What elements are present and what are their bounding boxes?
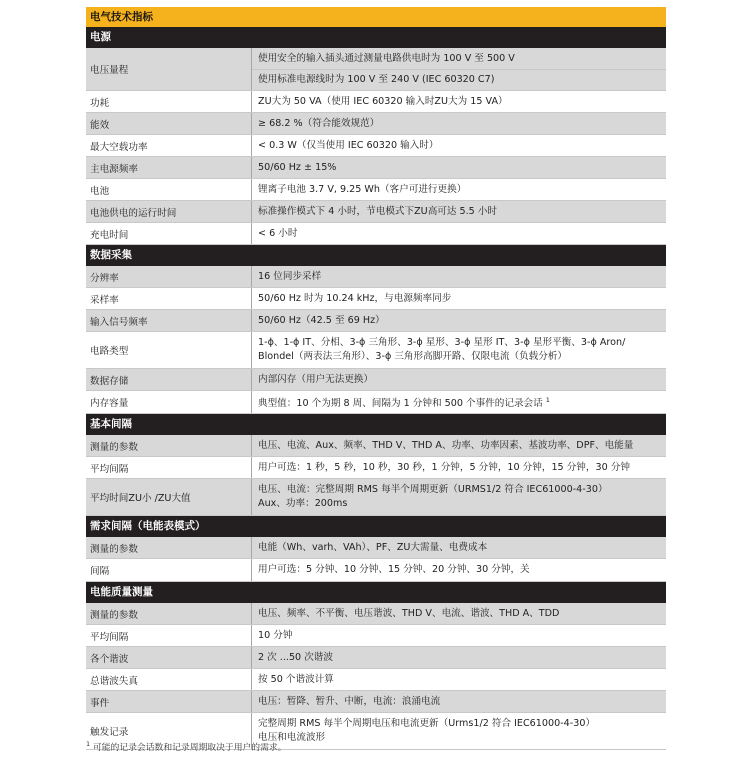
section-header-power: 电源	[86, 27, 666, 48]
row-value-line: 10 分钟	[258, 629, 293, 641]
table-row	[86, 179, 666, 201]
footnote	[86, 740, 286, 753]
row-value	[252, 332, 666, 368]
row-value	[252, 48, 666, 90]
table-row	[86, 625, 666, 647]
row-value	[252, 135, 666, 156]
row-value-line: < 0.3 W（仅当使用 IEC 60320 输入时）	[258, 139, 439, 151]
row-value-line: 50/60 Hz（42.5 至 69 Hz）	[258, 314, 385, 326]
footnote-text: 可能的记录会话数和记录周期取决于用户的需求。	[92, 743, 287, 753]
spec-title: 电气技术指标	[86, 7, 666, 27]
table-row	[86, 559, 666, 582]
table-row	[86, 669, 666, 691]
row-value-line: 电压、电流、Aux、频率、THD V、THD A、功率、功率因素、基波功率、DPF、电能量	[258, 439, 634, 451]
row-value-text: 典型值：10 个为期 8 周、间隔为 1 分钟和 500 个事件的记录会话	[258, 398, 543, 410]
table-row	[86, 691, 666, 713]
row-label: 功耗	[86, 91, 252, 112]
row-value-line: 用户可选：5 分钟、10 分钟、15 分钟、20 分钟、30 分钟，关	[258, 564, 530, 575]
table-row	[86, 157, 666, 179]
footnote-marker: 1	[545, 395, 550, 404]
row-value-line: 2 次 ...50 次谐波	[258, 651, 333, 663]
row-label: 充电时间	[86, 223, 252, 244]
row-label: 最大空载功率	[86, 135, 252, 156]
row-value	[252, 669, 666, 690]
row-label: 测量的参数	[86, 537, 252, 558]
table-row	[86, 332, 666, 369]
table-row	[86, 647, 666, 669]
table-row	[86, 288, 666, 310]
row-value-line: 完整周期 RMS 每半个周期电压和电流更新（Urms1/2 符合 IEC61000-4-30）	[258, 718, 596, 729]
table-row	[86, 223, 666, 245]
row-value-line: 电能（Wh、varh、VAh）、PF、ZU大需量、电费成本	[258, 541, 488, 553]
row-value	[252, 691, 666, 712]
row-value-line: 50/60 Hz ± 15%	[258, 161, 337, 173]
row-value	[252, 266, 666, 287]
spec-table	[86, 7, 666, 750]
row-label: 事件	[86, 691, 252, 712]
footnote-marker: 1	[86, 740, 91, 749]
row-label: 测量的参数	[86, 603, 252, 624]
table-row	[86, 135, 666, 157]
table-row	[86, 391, 666, 414]
row-label: 平均时间ZU小 /ZU大值	[86, 479, 252, 515]
section-header-demand-interval: 需求间隔（电能表模式）	[86, 516, 666, 537]
row-label: 输入信号频率	[86, 310, 252, 331]
row-label: 电路类型	[86, 332, 252, 368]
row-value-line: Aux、功率：200ms	[258, 498, 348, 509]
row-value	[252, 369, 666, 390]
row-value-line: 内部闪存（用户无法更换）	[258, 373, 374, 385]
row-label: 测量的参数	[86, 435, 252, 456]
row-label: 间隔	[86, 559, 252, 581]
row-value-line	[258, 393, 660, 411]
row-value	[252, 457, 666, 478]
row-label: 能效	[86, 113, 252, 134]
row-value	[252, 713, 666, 749]
row-value-line: < 6 小时	[258, 227, 298, 239]
row-value-line: ZU大为 50 VA（使用 IEC 60320 输入时ZU大为 15 VA）	[258, 95, 508, 107]
table-row	[86, 603, 666, 625]
row-label: 触发记录	[86, 713, 252, 749]
row-value-line: 电压：暂降、暂升、中断，电流：浪涌电流	[258, 695, 441, 707]
row-value	[252, 479, 666, 515]
row-value	[252, 647, 666, 668]
row-label: 总谐波失真	[86, 669, 252, 690]
row-value-line: 16 位同步采样	[258, 270, 322, 282]
row-value-line: 用户可选：1 秒，5 秒，10 秒，30 秒，1 分钟，5 分钟，10 分钟，15 分钟，30 分钟	[258, 461, 630, 473]
table-row	[86, 457, 666, 479]
row-label: 采样率	[86, 288, 252, 309]
row-label: 电压量程	[86, 48, 252, 90]
row-label: 电池供电的运行时间	[86, 201, 252, 222]
row-value-line: 锂离子电池 3.7 V, 9.25 Wh（客户可进行更换）	[258, 183, 467, 195]
table-row	[86, 113, 666, 135]
row-value	[252, 157, 666, 178]
row-value-line: 标准操作模式下 4 小时，节电模式下ZU高可达 5.5 小时	[258, 205, 498, 217]
row-value	[252, 559, 666, 581]
row-value	[252, 310, 666, 331]
table-row	[86, 266, 666, 288]
row-value	[252, 603, 666, 624]
row-value	[252, 288, 666, 309]
row-value	[252, 537, 666, 558]
table-row	[86, 48, 666, 91]
row-label: 分辨率	[86, 266, 252, 287]
table-row	[86, 369, 666, 391]
row-value-line: 1-ϕ、1-ϕ IT、分相、3-ϕ 三角形、3-ϕ 星形、3-ϕ 星形 IT、3-ϕ 星形平衡、3-ϕ Aron/	[258, 337, 626, 348]
row-value	[252, 435, 666, 456]
row-value	[252, 179, 666, 200]
table-row	[86, 479, 666, 516]
table-row	[86, 310, 666, 332]
row-value	[252, 223, 666, 244]
row-label: 电池	[86, 179, 252, 200]
table-row	[86, 537, 666, 559]
row-label: 平均间隔	[86, 625, 252, 646]
section-header-basic-interval: 基本间隔	[86, 414, 666, 435]
table-row	[86, 201, 666, 223]
row-value-line: 电压、电流：完整周期 RMS 每半个周期更新（URMS1/2 符合 IEC61000-4-30）	[258, 484, 608, 495]
section-header-data-acquisition: 数据采集	[86, 245, 666, 266]
row-value-line: 按 50 个谐波计算	[258, 673, 334, 685]
row-label: 平均间隔	[86, 457, 252, 478]
row-value-line: 使用标准电源线时为 100 V 至 240 V (IEC 60320 C7)	[252, 69, 666, 90]
section-header-power-quality: 电能质量测量	[86, 582, 666, 603]
row-label: 主电源频率	[86, 157, 252, 178]
row-value-line: 使用安全的输入插头通过测量电路供电时为 100 V 至 500 V	[258, 52, 515, 64]
row-value	[252, 91, 666, 112]
row-label: 各个谐波	[86, 647, 252, 668]
table-row	[86, 91, 666, 113]
row-value-line: 电压和电流波形	[258, 732, 326, 743]
row-label: 数据存储	[86, 369, 252, 390]
row-value-line: Blondel（两表法三角形）、3-ϕ 三角形高脚开路、仅限电流（负载分析）	[258, 351, 568, 362]
row-value	[252, 113, 666, 134]
row-value-line: ≥ 68.2 %（符合能效规范）	[258, 117, 380, 129]
row-value-line: 50/60 Hz 时为 10.24 kHz，与电源频率同步	[258, 292, 452, 304]
row-value	[252, 391, 666, 413]
row-value	[252, 201, 666, 222]
table-row	[86, 435, 666, 457]
row-label: 内存容量	[86, 391, 252, 413]
row-value	[252, 625, 666, 646]
row-value-line: 电压、频率、不平衡、电压谐波、THD V、电流、谐波、THD A、TDD	[258, 607, 560, 619]
